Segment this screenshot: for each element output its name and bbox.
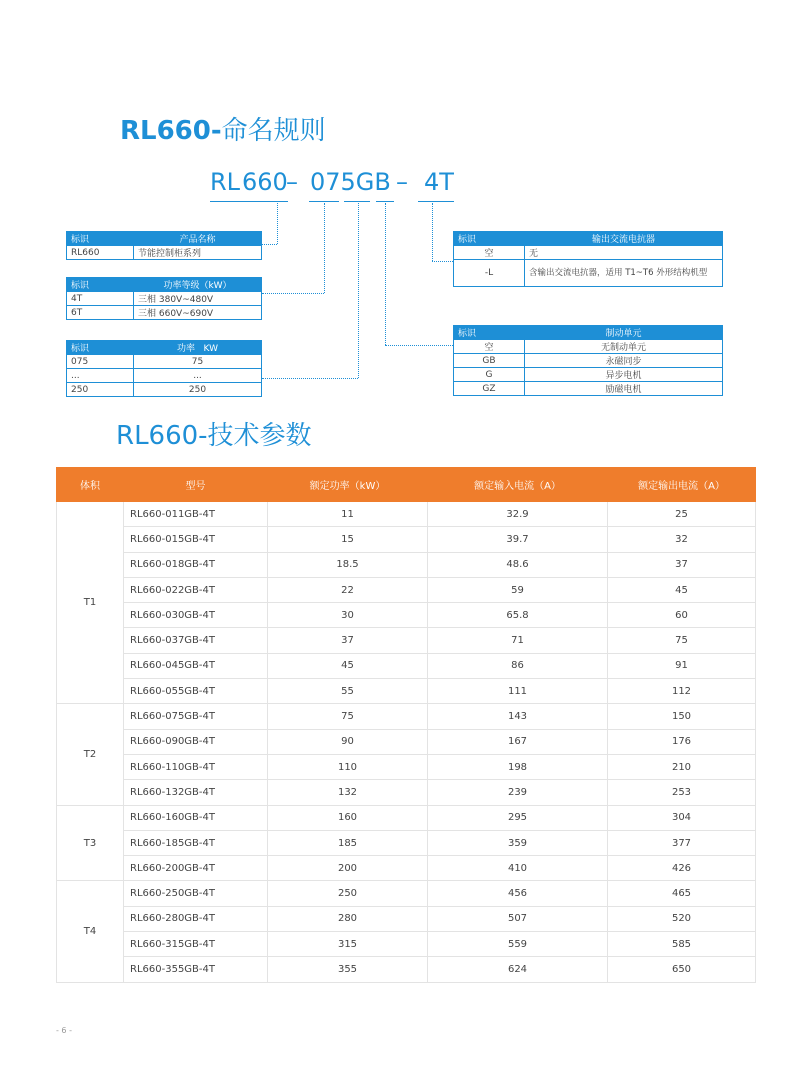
output-current-cell: 60	[608, 603, 756, 628]
model-cell: RL660-018GB-4T	[124, 552, 268, 577]
model-cell: RL660-315GB-4T	[124, 932, 268, 957]
model-cell: RL660-030GB-4T	[124, 603, 268, 628]
model-cell: RL660-250GB-4T	[124, 881, 268, 906]
product-table-cell: RL660	[67, 246, 134, 260]
power-cell: 30	[268, 603, 428, 628]
input-current-cell: 71	[428, 628, 608, 653]
input-current-cell: 86	[428, 653, 608, 678]
brake-table-cell: 异步电机	[525, 368, 723, 382]
table-row	[57, 653, 756, 678]
power-cell: 110	[268, 754, 428, 779]
power-cell: 132	[268, 780, 428, 805]
output-current-cell: 112	[608, 679, 756, 704]
frame-cell: T2	[57, 704, 124, 805]
input-current-cell: 559	[428, 932, 608, 957]
input-current-cell: 39.7	[428, 527, 608, 552]
input-current-cell: 507	[428, 906, 608, 931]
code-dash-1: –	[286, 168, 298, 196]
output-current-cell: 91	[608, 653, 756, 678]
model-cell: RL660-090GB-4T	[124, 729, 268, 754]
page-number: - 6 -	[56, 1026, 72, 1035]
spec-header-power: 额定功率（kW）	[268, 468, 428, 502]
model-cell: RL660-280GB-4T	[124, 906, 268, 931]
connector-reactor-h	[432, 261, 453, 262]
connector-rating-v	[358, 203, 359, 378]
power-cell: 280	[268, 906, 428, 931]
frame-cell: T4	[57, 881, 124, 982]
code-power-brake: 075GB	[310, 168, 391, 196]
input-current-cell: 295	[428, 805, 608, 830]
input-current-cell: 167	[428, 729, 608, 754]
code-voltage: 4T	[424, 168, 454, 196]
output-current-cell: 377	[608, 830, 756, 855]
naming-title-text: 命名规则	[221, 116, 326, 146]
spec-header-frame: 体积	[57, 468, 124, 502]
power-cell: 90	[268, 729, 428, 754]
frame-cell: T1	[57, 502, 124, 704]
model-cell: RL660-022GB-4T	[124, 577, 268, 602]
product-table	[66, 231, 262, 260]
output-current-cell: 520	[608, 906, 756, 931]
spec-header-output: 额定输出电流（A）	[608, 468, 756, 502]
output-current-cell: 32	[608, 527, 756, 552]
brake-table-cell: 励磁电机	[525, 382, 723, 396]
rating-table-header: 标识	[67, 341, 134, 355]
table-row	[57, 628, 756, 653]
brake-table-cell: 无制动单元	[525, 340, 723, 354]
reactor-table-header: 标识	[454, 232, 525, 246]
power-table-cell: 三相 380V~480V	[134, 292, 262, 306]
reactor-table	[453, 231, 723, 287]
model-cell: RL660-185GB-4T	[124, 830, 268, 855]
code-underline-power	[309, 201, 339, 202]
connector-brake-v	[385, 203, 386, 345]
model-cell: RL660-045GB-4T	[124, 653, 268, 678]
rating-table-cell: 250	[134, 383, 262, 397]
rating-table-cell: 075	[67, 355, 134, 369]
output-current-cell: 426	[608, 856, 756, 881]
connector-brake-h	[385, 345, 453, 346]
power-cell: 22	[268, 577, 428, 602]
power-cell: 18.5	[268, 552, 428, 577]
output-current-cell: 304	[608, 805, 756, 830]
table-row	[57, 754, 756, 779]
input-current-cell: 624	[428, 957, 608, 982]
model-cell: RL660-200GB-4T	[124, 856, 268, 881]
table-row	[57, 780, 756, 805]
brake-table-header: 标识	[454, 326, 525, 340]
spec-header-model: 型号	[124, 468, 268, 502]
spec-table	[56, 467, 756, 983]
code-series: 660	[242, 168, 288, 196]
model-cell: RL660-110GB-4T	[124, 754, 268, 779]
spec-header-input: 额定输入电流（A）	[428, 468, 608, 502]
model-cell: RL660-075GB-4T	[124, 704, 268, 729]
rating-table-cell: 75	[134, 355, 262, 369]
power-cell: 355	[268, 957, 428, 982]
input-current-cell: 143	[428, 704, 608, 729]
code-prefix: RL	[210, 168, 241, 196]
power-cell: 315	[268, 932, 428, 957]
output-current-cell: 150	[608, 704, 756, 729]
model-cell: RL660-055GB-4T	[124, 679, 268, 704]
connector-rating-h	[262, 378, 358, 379]
brake-table-cell: 空	[454, 340, 525, 354]
reactor-table-header: 输出交流电抗器	[525, 232, 723, 246]
table-row	[57, 679, 756, 704]
input-current-cell: 456	[428, 881, 608, 906]
table-row	[57, 527, 756, 552]
output-current-cell: 465	[608, 881, 756, 906]
model-cell: RL660-160GB-4T	[124, 805, 268, 830]
connector-reactor-v	[432, 203, 433, 261]
table-row	[57, 881, 756, 906]
input-current-cell: 198	[428, 754, 608, 779]
rating-table-cell: ...	[134, 369, 262, 383]
power-cell: 45	[268, 653, 428, 678]
power-table-header: 功率等级（kW）	[134, 278, 262, 292]
input-current-cell: 59	[428, 577, 608, 602]
output-current-cell: 45	[608, 577, 756, 602]
power-cell: 200	[268, 856, 428, 881]
brake-table-cell: GZ	[454, 382, 525, 396]
power-table-cell: 6T	[67, 306, 134, 320]
rating-table-header: 功率 KW	[134, 341, 262, 355]
power-table	[66, 277, 262, 320]
output-current-cell: 650	[608, 957, 756, 982]
input-current-cell: 48.6	[428, 552, 608, 577]
model-cell: RL660-011GB-4T	[124, 502, 268, 527]
power-cell: 55	[268, 679, 428, 704]
code-underline-reactor	[376, 201, 394, 202]
naming-title	[120, 110, 326, 147]
product-table-cell: 节能控制柜系列	[134, 246, 262, 260]
input-current-cell: 32.9	[428, 502, 608, 527]
power-cell: 15	[268, 527, 428, 552]
spec-table-body	[57, 502, 756, 983]
table-row	[57, 906, 756, 931]
table-row	[57, 502, 756, 527]
table-row	[57, 856, 756, 881]
output-current-cell: 210	[608, 754, 756, 779]
power-table-cell: 三相 660V~690V	[134, 306, 262, 320]
table-row	[57, 729, 756, 754]
model-cell: RL660-015GB-4T	[124, 527, 268, 552]
reactor-table-cell: -L	[454, 260, 525, 287]
frame-cell: T3	[57, 805, 124, 881]
model-cell: RL660-132GB-4T	[124, 780, 268, 805]
power-table-header: 标识	[67, 278, 134, 292]
power-cell: 160	[268, 805, 428, 830]
output-current-cell: 176	[608, 729, 756, 754]
output-current-cell: 585	[608, 932, 756, 957]
brake-table-cell: 永磁同步	[525, 354, 723, 368]
product-table-header: 产品名称	[134, 232, 262, 246]
power-cell: 75	[268, 704, 428, 729]
output-current-cell: 25	[608, 502, 756, 527]
power-cell: 37	[268, 628, 428, 653]
table-row	[57, 957, 756, 982]
spec-title: RL660-技术参数	[116, 421, 312, 451]
power-cell: 250	[268, 881, 428, 906]
table-row	[57, 577, 756, 602]
brake-table-cell: G	[454, 368, 525, 382]
brake-table-header: 制动单元	[525, 326, 723, 340]
connector-series-h	[262, 244, 277, 245]
rating-table	[66, 340, 262, 397]
naming-title-model: RL660-	[120, 116, 222, 146]
model-cell: RL660-355GB-4T	[124, 957, 268, 982]
input-current-cell: 359	[428, 830, 608, 855]
power-cell: 185	[268, 830, 428, 855]
reactor-table-cell: 含输出交流电抗器，适用 T1~T6 外形结构机型	[525, 260, 723, 287]
output-current-cell: 75	[608, 628, 756, 653]
output-current-cell: 37	[608, 552, 756, 577]
reactor-table-cell: 无	[525, 246, 723, 260]
code-underline-series	[210, 201, 288, 202]
brake-table	[453, 325, 723, 396]
rating-table-cell: ...	[67, 369, 134, 383]
connector-voltage-h	[262, 293, 324, 294]
power-cell: 11	[268, 502, 428, 527]
rating-table-cell: 250	[67, 383, 134, 397]
code-dash-2: –	[396, 168, 408, 196]
reactor-table-cell: 空	[454, 246, 525, 260]
code-underline-brake	[344, 201, 370, 202]
input-current-cell: 239	[428, 780, 608, 805]
table-row	[57, 805, 756, 830]
product-table-header: 标识	[67, 232, 134, 246]
table-row	[57, 603, 756, 628]
table-row	[57, 932, 756, 957]
output-current-cell: 253	[608, 780, 756, 805]
input-current-cell: 410	[428, 856, 608, 881]
table-row	[57, 830, 756, 855]
input-current-cell: 65.8	[428, 603, 608, 628]
model-cell: RL660-037GB-4T	[124, 628, 268, 653]
code-underline-voltage	[418, 201, 454, 202]
brake-table-cell: GB	[454, 354, 525, 368]
connector-voltage-v	[324, 203, 325, 293]
connector-series-v	[277, 203, 278, 244]
power-table-cell: 4T	[67, 292, 134, 306]
input-current-cell: 111	[428, 679, 608, 704]
table-row	[57, 552, 756, 577]
table-row	[57, 704, 756, 729]
